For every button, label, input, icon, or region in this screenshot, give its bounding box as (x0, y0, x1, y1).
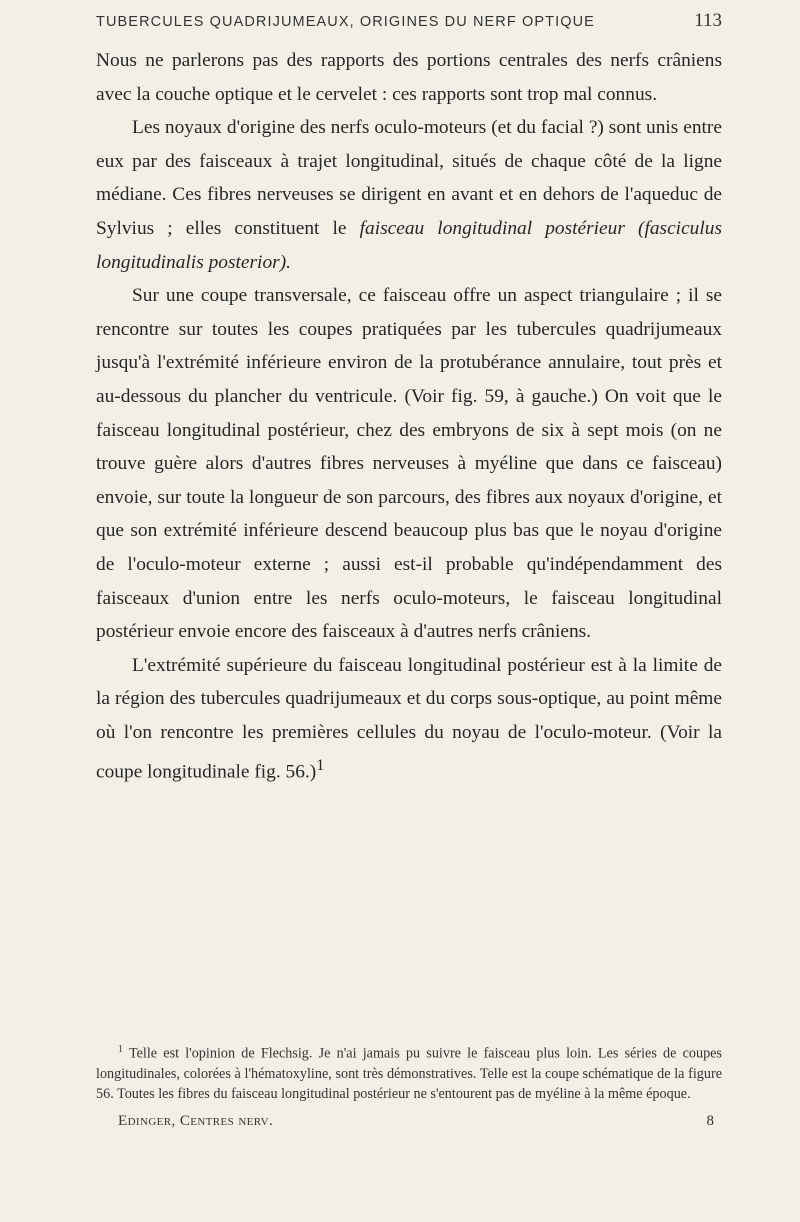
body-text (96, 44, 722, 790)
paragraph-4 (96, 649, 722, 790)
signature-mark: 8 (706, 1113, 714, 1129)
footnote-text: Telle est l'opinion de Flechsig. Je n'ai jamais pu suivre le faisceau plus loin. Les séries de coupes longitudinales, colorées à l'hématoxyline, sont très démonstratives. Telle est la coupe schématique de la figure 56. Toutes les fibres du faisceau longitudinal postérieur ne s'entourent pas de myéline à la même époque. (96, 1045, 722, 1102)
running-head (96, 10, 722, 36)
footnote-marker: 1 (118, 1044, 123, 1055)
paragraph-4-text: L'extrémité supérieure du faisceau longitudinal postérieur est à la limite de la région des tubercules quadrijumeaux et du corps sous-optique, au point même où l'on rencontre les premières cellules du noyau de l'oculo-moteur. (Voir la coupe longitudinale fig. 56.) (96, 654, 722, 783)
footnote-reference: 1 (316, 757, 325, 775)
paragraph-3: Sur une coupe transversale, ce faisceau offre un aspect triangulaire ; il se rencontre sur toutes les coupes pratiquées par les tubercules quadrijumeaux jusqu'à l'extrémité inférieure environ de la protubérance annulaire, tout près et au-dessous du plancher du ventricule. (Voir fig. 59, à gauche.) On voit que le faisceau longitudinal postérieur, chez des embryons de six à sept mois (on ne trouve guère alors d'autres fibres nerveuses à myéline que dans ce faisceau) envoie, sur toute la longueur de son parcours, des fibres aux noyaux d'origine, et que son extrémité inférieure descend beaucoup plus bas que le noyau d'origine de l'oculo-moteur externe ; aussi est-il probable qu'indépendamment des faisceaux d'union entre les nerfs oculo-moteurs, le faisceau longitudinal postérieur envoie encore des faisceaux à d'autres nerfs crâniens. (96, 285, 722, 643)
footnote (96, 1040, 722, 1104)
running-title: TUBERCULES QUADRIJUMEAUX, ORIGINES DU NERF OPTIQUE (96, 14, 595, 30)
paragraph-2-text: Les noyaux d'origine des nerfs oculo-moteurs (et du facial ?) sont unis entre eux par des faisceaux à trajet longitudinal, situés de chaque côté de la ligne médiane. Ces fibres nerveuses se dirigent en avant et en dehors de l'aqueduc de Sylvius ; elles constituent le (96, 117, 722, 239)
author-work: Edinger, Centres nerv. (118, 1113, 274, 1129)
paragraph-2 (96, 111, 722, 279)
bottom-line (96, 1113, 722, 1137)
page-number: 113 (694, 10, 722, 31)
paragraph-1: Nous ne parlerons pas des rapports des portions centrales des nerfs crâniens avec la couche optique et le cervelet : ces rapports sont trop mal connus. (96, 50, 722, 105)
paragraph-2-italic-term: faisceau longitudinal postérieur (fasciculus longitudinalis posterior). (96, 217, 722, 273)
